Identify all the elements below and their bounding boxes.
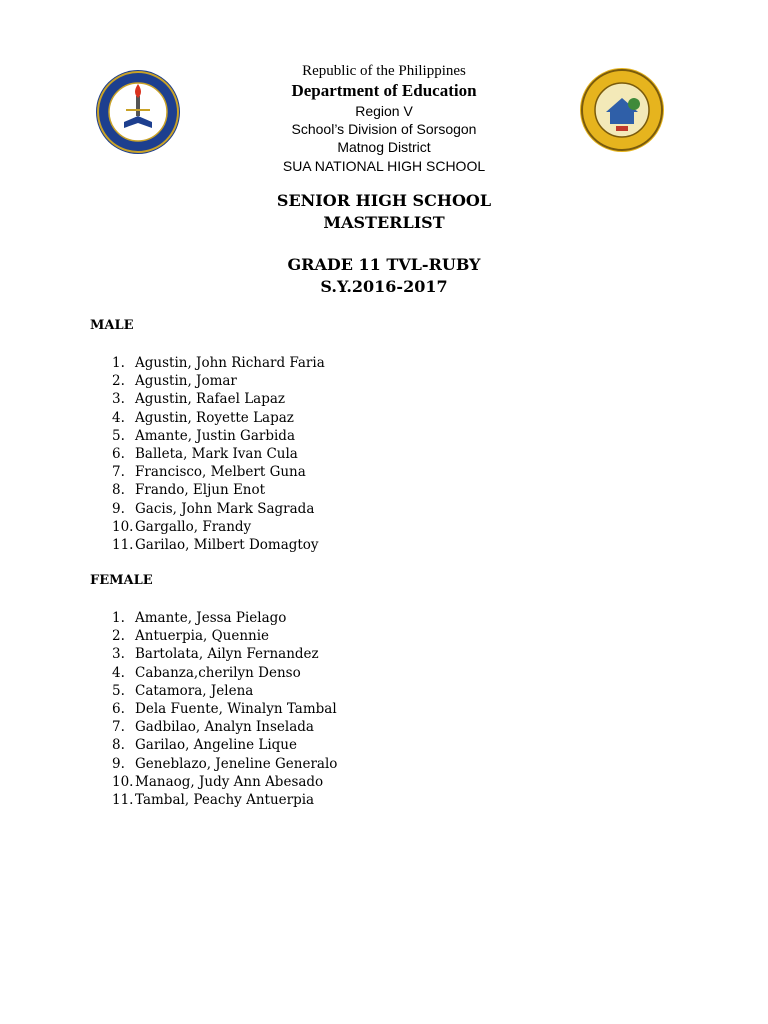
list-item bbox=[112, 791, 337, 809]
department-line: Department of Education bbox=[291, 81, 477, 100]
item-number: 1. bbox=[112, 610, 125, 626]
student-name: Amante, Justin Garbida bbox=[135, 427, 295, 444]
student-name: Catamora, Jelena bbox=[135, 682, 254, 699]
student-name: Tambal, Peachy Antuerpia bbox=[135, 791, 315, 808]
student-name: Gacis, John Mark Sagrada bbox=[135, 500, 315, 517]
list-item bbox=[112, 518, 325, 536]
item-number: 7. bbox=[112, 464, 125, 481]
title-line-1: SENIOR HIGH SCHOOL bbox=[276, 191, 492, 210]
student-name: Agustin, Royette Lapaz bbox=[135, 409, 294, 426]
list-item bbox=[112, 390, 325, 408]
list-item bbox=[112, 736, 337, 754]
list-item bbox=[112, 372, 325, 390]
list-item bbox=[112, 718, 337, 736]
student-name: Gargallo, Frandy bbox=[135, 518, 252, 535]
female-heading: FEMALE bbox=[90, 573, 153, 588]
district-line: Matnog District bbox=[337, 139, 431, 155]
list-item bbox=[112, 682, 337, 700]
list-item bbox=[112, 609, 337, 627]
item-number: 10. bbox=[112, 773, 134, 790]
item-number: 9. bbox=[112, 755, 125, 772]
student-name: Geneblazo, Jeneline Generalo bbox=[135, 755, 338, 772]
letterhead bbox=[0, 62, 768, 175]
item-number: 9. bbox=[112, 500, 125, 517]
list-item bbox=[112, 409, 325, 427]
student-name: Frando, Eljun Enot bbox=[135, 482, 266, 499]
list-item bbox=[112, 664, 337, 682]
student-name: Antuerpia, Quennie bbox=[135, 628, 270, 645]
male-heading: MALE bbox=[90, 318, 134, 333]
list-item bbox=[112, 755, 337, 773]
item-number: 10. bbox=[112, 518, 134, 535]
title-line-2: MASTERLIST bbox=[323, 213, 445, 232]
division-line: School’s Division of Sorsogon bbox=[291, 121, 477, 137]
student-name: Balleta, Mark Ivan Cula bbox=[135, 445, 298, 462]
school-name: SUA NATIONAL HIGH SCHOOL bbox=[282, 158, 486, 174]
region-line: Region V bbox=[355, 103, 413, 119]
list-item bbox=[112, 700, 337, 718]
student-name: Garilao, Angeline Lique bbox=[135, 737, 297, 754]
student-name: Manaog, Judy Ann Abesado bbox=[135, 773, 324, 790]
list-item bbox=[112, 427, 325, 445]
list-item bbox=[112, 627, 337, 645]
item-number: 11. bbox=[112, 791, 134, 808]
item-number: 1. bbox=[112, 355, 125, 371]
school-year: S.Y.2016-2017 bbox=[320, 277, 448, 296]
item-number: 6. bbox=[112, 700, 125, 717]
student-name: Garilao, Milbert Domagtoy bbox=[135, 536, 319, 553]
list-item bbox=[112, 481, 325, 499]
student-name: Cabanza,cherilyn Denso bbox=[135, 664, 301, 681]
student-name: Agustin, John Richard Faria bbox=[135, 355, 325, 371]
item-number: 5. bbox=[112, 682, 125, 699]
list-item bbox=[112, 445, 325, 463]
student-name: Amante, Jessa Pielago bbox=[135, 610, 287, 626]
student-name: Agustin, Rafael Lapaz bbox=[135, 391, 286, 408]
male-list bbox=[112, 354, 325, 554]
item-number: 3. bbox=[112, 646, 125, 663]
list-item bbox=[112, 463, 325, 481]
student-name: Agustin, Jomar bbox=[135, 373, 237, 390]
list-item bbox=[112, 354, 325, 372]
grade-section: GRADE 11 TVL-RUBY bbox=[287, 255, 481, 274]
student-name: Bartolata, Ailyn Fernandez bbox=[135, 646, 319, 663]
item-number: 2. bbox=[112, 628, 125, 645]
student-name: Gadbilao, Analyn Inselada bbox=[135, 719, 314, 736]
item-number: 11. bbox=[112, 536, 134, 553]
item-number: 8. bbox=[112, 737, 125, 754]
list-item bbox=[112, 773, 337, 791]
item-number: 4. bbox=[112, 409, 125, 426]
item-number: 4. bbox=[112, 664, 125, 681]
item-number: 5. bbox=[112, 427, 125, 444]
female-list bbox=[112, 609, 337, 809]
student-name: Francisco, Melbert Guna bbox=[135, 464, 306, 481]
republic-line: Republic of the Philippines bbox=[302, 63, 466, 79]
list-item bbox=[112, 536, 325, 554]
list-item bbox=[112, 500, 325, 518]
item-number: 6. bbox=[112, 445, 125, 462]
item-number: 3. bbox=[112, 391, 125, 408]
document-title bbox=[0, 190, 768, 298]
item-number: 7. bbox=[112, 719, 125, 736]
student-name: Dela Fuente, Winalyn Tambal bbox=[135, 700, 337, 717]
item-number: 2. bbox=[112, 373, 125, 390]
list-item bbox=[112, 645, 337, 663]
item-number: 8. bbox=[112, 482, 125, 499]
